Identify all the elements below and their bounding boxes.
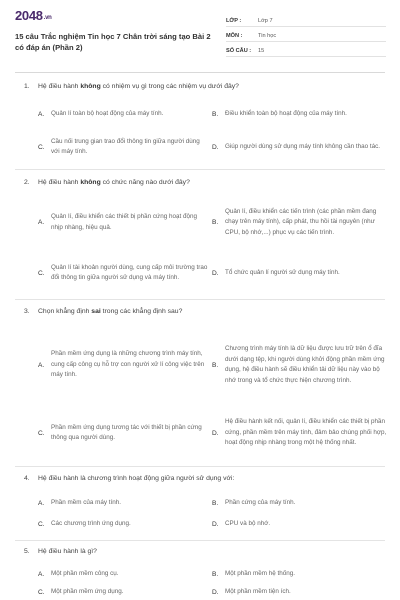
option-text: Hệ điều hành kết nối, quản lí, điều khiển các thiết bị phần cứng, phần mềm trên máy tính, đảm bảo chúng phối hợp, hoạt động nhịp nhàng trong một hệ thống nhất. — [225, 418, 387, 447]
option-text: Quản lí toàn bộ hoạt động của máy tính. — [51, 109, 164, 117]
question-number: 3. — [24, 308, 30, 315]
option-text: Tổ chức quản lí người sử dụng máy tính. — [225, 268, 340, 276]
option-letter: A. — [38, 219, 45, 226]
option-letter: B. — [212, 361, 219, 369]
option-letter: D. — [212, 269, 219, 277]
option-letter: B. — [212, 110, 219, 118]
option-letter: C. — [38, 269, 45, 277]
document-title: 15 câu Trắc nghiệm Tin học 7 Chân trời sáng tạo Bài 2 có đáp án (Phần 2) — [15, 32, 211, 52]
option-text: Điều khiển toàn bộ hoạt động của máy tính. — [225, 109, 347, 117]
option-5a[interactable] — [38, 567, 208, 581]
option-text: Phần cứng của máy tính. — [225, 498, 296, 506]
question-divider — [15, 540, 385, 541]
question-number: 5. — [24, 548, 30, 555]
info-label: SỐ CÂU : — [226, 48, 252, 54]
option-text: Chương trình máy tính là dữ liệu được lưu trữ trên ổ đĩa dưới dạng tệp, khi người dùng khởi động phần mềm ứng dụng, hệ điều hành sẽ điều khiển tải dữ liệu này vào bộ nhớ trong và tổ chức thực hiện chương trình. — [225, 345, 385, 384]
option-5d[interactable] — [212, 586, 387, 598]
question-divider — [15, 466, 385, 467]
option-2c[interactable] — [38, 256, 208, 290]
option-letter: A. — [38, 110, 45, 118]
info-value: Tin học — [258, 33, 277, 39]
option-letter: B. — [212, 499, 219, 507]
option-letter: C. — [38, 429, 45, 437]
question-text: có chức năng nào dưới đây? — [100, 179, 190, 186]
question-emphasis: không — [80, 179, 101, 186]
info-label: MÔN : — [226, 33, 243, 39]
question-number: 1. — [24, 83, 30, 90]
option-3a[interactable] — [38, 327, 208, 403]
option-4d[interactable] — [212, 517, 387, 531]
info-value: 15 — [258, 48, 265, 54]
info-value: Lớp 7 — [258, 18, 273, 24]
option-text: Phần mềm ứng dụng tương tác với thiết bị phần cứng thông qua người dùng. — [51, 423, 202, 441]
logo-suffix: .vn — [43, 15, 52, 21]
option-text: Một phần mềm hệ thống. — [225, 569, 296, 577]
option-2a[interactable] — [38, 200, 208, 245]
question-emphasis: sai — [91, 308, 101, 315]
question-text: có nhiệm vụ gì trong các nhiệm vụ dưới đây? — [100, 83, 239, 90]
option-3b[interactable] — [212, 327, 387, 403]
option-5b[interactable] — [212, 567, 387, 581]
question-text: Hệ điều hành — [38, 179, 81, 186]
question-5-title — [24, 547, 97, 556]
option-2d[interactable] — [212, 256, 387, 290]
option-letter: A. — [38, 499, 45, 507]
option-text: Quản lí tài khoản người dùng, cung cấp môi trường trao đổi thông tin giữa người sử dụng và máy tính. — [51, 263, 208, 281]
option-text: CPU và bộ nhớ. — [225, 519, 271, 527]
question-text: Hệ điều hành là chương trình hoạt động giữa người sử dụng với: — [38, 475, 235, 482]
option-5c[interactable] — [38, 586, 208, 598]
option-text: Giúp người dùng sử dụng máy tính không cần thao tác. — [225, 142, 381, 150]
option-text: Phần mềm ứng dụng là những chương trình máy tính, cung cấp công cụ hỗ trợ con người xử lí công việc trên máy tính. — [51, 350, 205, 379]
question-3-title — [24, 307, 182, 316]
option-1c[interactable] — [38, 135, 208, 159]
question-2-title — [24, 178, 190, 187]
question-4-title — [24, 474, 234, 483]
option-1d[interactable] — [212, 135, 387, 159]
option-text: Quản lí, điều khiển các tiến trình (các phần mềm đang chạy trên máy tính), cấp phát, thu hồi tài nguyên (như CPU, bộ nhớ,...) phục vụ các tiến trình. — [225, 207, 377, 236]
option-text: Một phần mềm ứng dụng. — [51, 587, 124, 595]
question-emphasis: không — [80, 83, 101, 90]
option-text: Cầu nối trung gian trao đổi thông tin giữa người dùng với máy tính. — [51, 137, 200, 155]
option-4a[interactable] — [38, 496, 208, 510]
option-letter: B. — [212, 570, 219, 578]
question-text: Hệ điều hành là gì? — [38, 548, 97, 555]
question-text: Hệ điều hành — [38, 83, 81, 90]
option-text: Một phần mềm tiện ích. — [225, 587, 291, 595]
question-divider — [15, 169, 385, 170]
option-letter: C. — [38, 520, 45, 528]
option-text: Các chương trình ứng dụng. — [51, 519, 131, 527]
info-label: LỚP : — [226, 18, 242, 24]
option-3c[interactable] — [38, 408, 208, 458]
question-number: 4. — [24, 475, 30, 482]
option-letter: A. — [38, 570, 45, 578]
option-letter: A. — [38, 361, 45, 369]
option-4b[interactable] — [212, 496, 387, 510]
option-letter: D. — [212, 520, 219, 528]
option-1a[interactable] — [38, 103, 208, 125]
question-text: trong các khẳng định sau? — [100, 308, 183, 315]
logo-main: 2048 — [15, 8, 43, 23]
option-letter: C. — [38, 588, 45, 596]
option-1b[interactable] — [212, 103, 387, 125]
option-letter: C. — [38, 143, 45, 151]
option-text: Một phần mềm công cụ. — [51, 569, 119, 577]
option-2b[interactable] — [212, 200, 387, 245]
option-letter: B. — [212, 219, 219, 226]
option-3d[interactable] — [212, 408, 387, 458]
option-text: Quản lí, điều khiển các thiết bị phần cứng hoạt động nhịp nhàng, hiệu quả. — [51, 213, 197, 231]
question-divider — [15, 299, 385, 300]
question-number: 2. — [24, 179, 30, 186]
question-text: Chọn khẳng định — [38, 308, 92, 315]
option-letter: D. — [212, 143, 219, 151]
question-1-title — [24, 82, 239, 91]
option-4c[interactable] — [38, 517, 208, 531]
option-letter: D. — [212, 588, 219, 596]
option-letter: D. — [212, 429, 219, 437]
option-text: Phần mềm của máy tính. — [51, 498, 121, 506]
